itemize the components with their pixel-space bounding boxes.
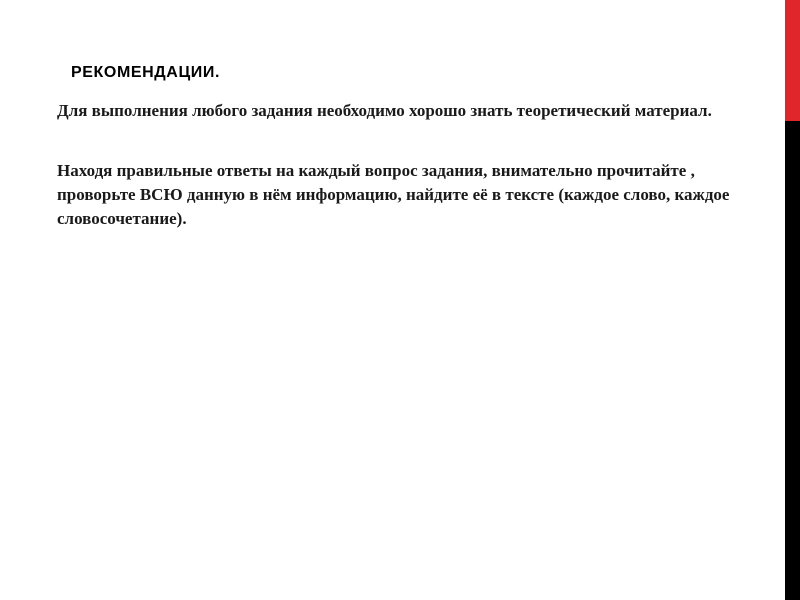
slide-title: РЕКОМЕНДАЦИИ.: [71, 64, 220, 81]
accent-bar: [785, 0, 800, 600]
paragraph-theory: Для выполнения любого задания необходимо хорошо знать теоретический материал.: [57, 101, 712, 120]
accent-bar-black: [785, 121, 800, 600]
accent-bar-red: [785, 0, 800, 121]
paragraph-instructions: Находя правильные ответы на каждый вопрос задания, внимательно прочитайте , проворьте ВСЮ данную в нём информацию, найдите её в тексте (каждое слово, каждое словосочетание).: [57, 161, 730, 228]
